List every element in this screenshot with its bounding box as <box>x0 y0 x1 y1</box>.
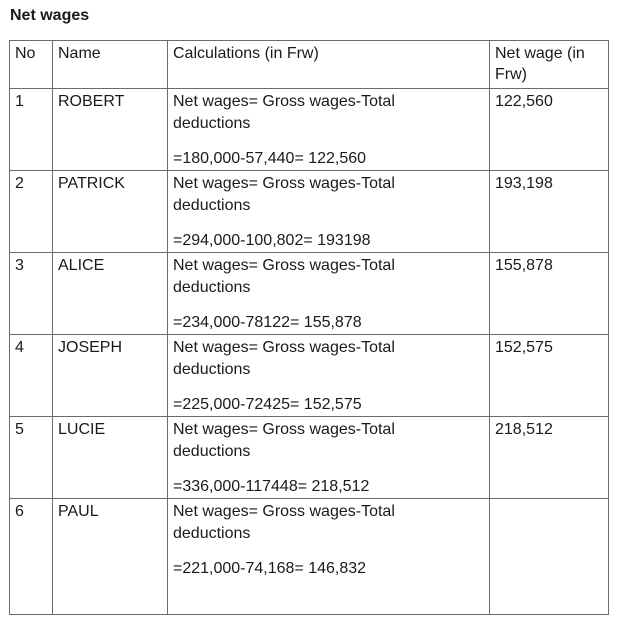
cell-no: 6 <box>10 499 53 615</box>
cell-calculation <box>168 499 490 615</box>
table-row <box>10 89 609 171</box>
cell-name: ALICE <box>53 253 168 335</box>
calc-result: =294,000-100,802= 193198 <box>173 232 371 249</box>
header-name: Name <box>53 41 168 89</box>
cell-no: 4 <box>10 335 53 417</box>
table-row <box>10 417 609 499</box>
cell-no: 3 <box>10 253 53 335</box>
cell-no: 2 <box>10 171 53 253</box>
calc-result: =234,000-78122= 155,878 <box>173 314 362 331</box>
cell-net-wage: 152,575 <box>490 335 609 417</box>
calc-formula-cont: deductions <box>173 279 251 296</box>
calc-formula: Net wages= Gross wages-Total <box>173 257 395 274</box>
table-row <box>10 171 609 253</box>
calc-formula-cont: deductions <box>173 443 251 460</box>
table-row <box>10 335 609 417</box>
table-row <box>10 253 609 335</box>
calc-formula-cont: deductions <box>173 115 251 132</box>
cell-calculation <box>168 335 490 417</box>
calc-formula-cont: deductions <box>173 197 251 214</box>
calc-formula: Net wages= Gross wages-Total <box>173 175 395 192</box>
cell-no: 1 <box>10 89 53 171</box>
calc-result: =225,000-72425= 152,575 <box>173 396 362 413</box>
calc-result: =180,000-57,440= 122,560 <box>173 150 367 167</box>
cell-name: PATRICK <box>53 171 168 253</box>
calc-formula: Net wages= Gross wages-Total <box>173 421 395 438</box>
calc-result: =336,000-117448= 218,512 <box>173 478 370 495</box>
cell-calculation <box>168 171 490 253</box>
cell-name: JOSEPH <box>53 335 168 417</box>
cell-net-wage: 193,198 <box>490 171 609 253</box>
calc-formula-cont: deductions <box>173 361 251 378</box>
cell-no: 5 <box>10 417 53 499</box>
cell-name: PAUL <box>53 499 168 615</box>
cell-net-wage <box>490 499 609 615</box>
cell-calculation <box>168 417 490 499</box>
table-header-row <box>10 41 609 89</box>
cell-name: ROBERT <box>53 89 168 171</box>
page-title: Net wages <box>10 7 90 24</box>
cell-calculation <box>168 253 490 335</box>
header-no: No <box>10 41 53 89</box>
cell-calculation <box>168 89 490 171</box>
calc-formula-cont: deductions <box>173 525 251 542</box>
calc-result: =221,000-74,168= 146,832 <box>173 560 367 577</box>
table-row <box>10 499 609 615</box>
header-calculations: Calculations (in Frw) <box>168 41 490 89</box>
header-net-wage: Net wage (in Frw) <box>490 41 609 89</box>
calc-formula: Net wages= Gross wages-Total <box>173 503 395 520</box>
cell-net-wage: 218,512 <box>490 417 609 499</box>
cell-net-wage: 155,878 <box>490 253 609 335</box>
net-wages-table <box>9 40 609 615</box>
cell-net-wage: 122,560 <box>490 89 609 171</box>
calc-formula: Net wages= Gross wages-Total <box>173 339 395 356</box>
calc-formula: Net wages= Gross wages-Total <box>173 93 395 110</box>
cell-name: LUCIE <box>53 417 168 499</box>
